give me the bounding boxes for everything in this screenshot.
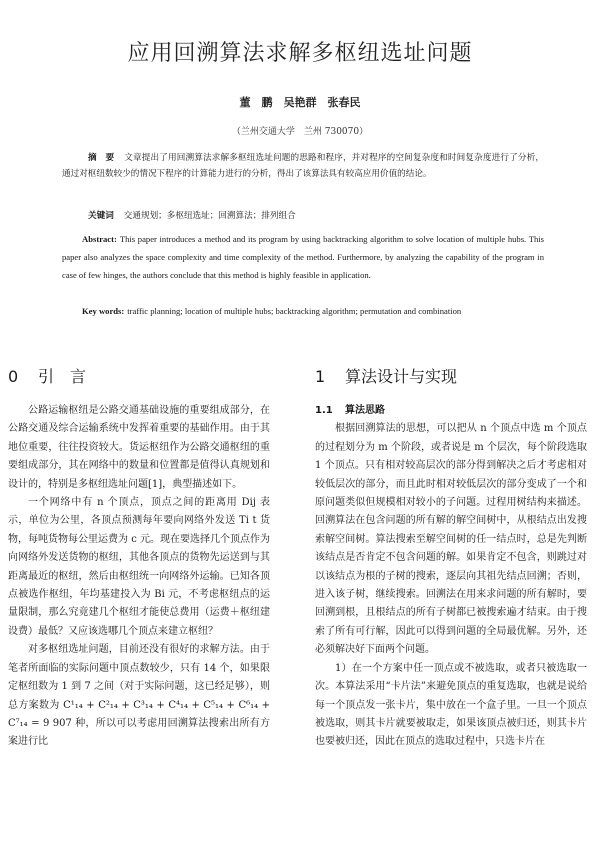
section-0-number: 0 [8,367,19,386]
subsection-1-1-number: 1.1 [315,405,333,416]
abstract-en [62,230,544,284]
abstract-cn [62,150,544,182]
right-column [315,364,587,752]
keywords-cn [62,208,544,224]
section-1-title: 算法设计与实现 [345,367,458,386]
section-0-paragraph: 公路运输枢纽是公路交通基础设施的重要组成部分，在公路交通及综合运输系统中发挥着重要的基础作用。由于其地位重要，往往投资较大。货运枢纽作为公路交通枢纽的重要组成部分，其在网络中的数量和位置都是值得认真规划和设计的，特别是多枢纽选址问题[1]，典型描述如下。 [8,405,270,490]
section-0-paragraph: 对多枢纽选址问题，目前还没有很好的求解方法。由于笔者所面临的实际问题中顶点数较少，只有 14 个，如果限定枢纽数为 1 到 7 之间（对于实际问题，这已经足够），则总方案数为 C¹₁₄ + C²₁₄ + C³₁₄ + C⁴₁₄ + C⁵₁₄ + C⁶₁₄ + C⁷₁₄ = 9 907 种，所以可以考虑用回溯算法搜索出所有方案进行比 [8,644,270,748]
subsection-1-1-heading [315,402,587,420]
keywords-cn-label: 关键词 [88,211,114,221]
keywords-cn-text: 交通规划；多枢纽选址；回溯算法；排列组合 [123,211,296,221]
abstract-cn-label: 摘 要 [88,153,115,163]
section-1-number: 1 [315,367,326,386]
section-1-heading [315,364,587,390]
subsection-1-1-title: 算法思路 [345,405,385,416]
keywords-en-label: Key words: [82,306,125,316]
paper-affiliation: （兰州交通大学 兰州 730070） [231,127,369,137]
left-column [8,364,270,752]
paper-authors: 董 鹏 吴艳群 张春民 [239,96,361,109]
abstract-en-label: Abstract: [82,234,117,244]
abstract-en-text: This paper introduces a method and its program by using backtracking algorithm to solve location of multiple hubs. This paper also analyzes the space complexity and time complexity of the method. Furthermore, by analyzing the capability of the program in case of few hinges, the authors conclude that this method is highly feasible in application. [62,234,544,280]
paper-title: 应用回溯算法求解多枢纽选址问题 [127,41,473,66]
section-0-heading [8,364,270,390]
keywords-en [62,302,544,320]
abstract-cn-text: 文章提出了用回溯算法求解多枢纽选址问题的思路和程序，并对程序的空间复杂度和时间复杂度进行了分析，通过对枢纽数较少的情况下程序的计算能力进行的分析，得出了该算法具有较高应用价值的结论。 [62,153,544,179]
section-1-paragraph: 根据回溯算法的思想，可以把从 n 个顶点中选 m 个顶点的过程划分为 m 个阶段，或者说是 m 个层次，每个阶段选取 1 个顶点。只有相对较高层次的部分得到解决之后才考虑相对较低层次的部分，而且此时相对较低层次的部分变成了一个和原问题类似但规模相对较小的子问题。过程用树结构来描述。回溯算法在包含问题的所有解的解空间树中，从根结点出发搜索解空间树。算法搜索至解空间树的任一结点时，总是先判断该结点是否肯定不包含问题的解。如果肯定不包含，则跳过对以该结点为根的子树的搜索，逐层向其祖先结点回溯；否则，进入该子树，继续搜索。回溯法在用来求问题的所有解时，要回溯到根，且根结点的所有子树都已被搜索遍才结束。由于搜索了所有可行解，因此可以得到问题的全局最优解。另外，还必须解决好下面两个问题。 [315,423,587,656]
section-0-title: 引 言 [38,367,87,386]
section-0-paragraph: 一个网络中有 n 个顶点，顶点之间的距离用 Dij 表示，单位为公里，各顶点预测每年要向网络外发送 Ti t 货物，每吨货物每公里运费为 c 元。现在要选择几个顶点作为向网络外发送货物的枢纽，其他各顶点的货物先运送到与其距离最近的枢纽，然后由枢纽统一向网络外运输。已知各顶点被选作枢纽，年均基建投入为 Bi 元，不考虑枢纽点的运量限制，那么究竟建几个枢纽才能使总费用（运费＋枢纽建设费）最低？又应该选哪几个顶点来建立枢纽？ [8,497,270,637]
section-1-paragraph: 1）在一个方案中任一顶点或不被选取，或者只被选取一次。本算法采用“卡片法”来避免顶点的重复选取，也就是说给每一个顶点发一张卡片，集中放在一个盒子里。一旦一个顶点被选取，则其卡片就要被取走，如果该顶点被归还，则其卡片也要被归还，因此在顶点的选取过程中，只选卡片在 [315,662,587,748]
keywords-en-text: traffic planning; location of multiple hubs; backtracking algorithm; permutation and combination [127,306,462,316]
